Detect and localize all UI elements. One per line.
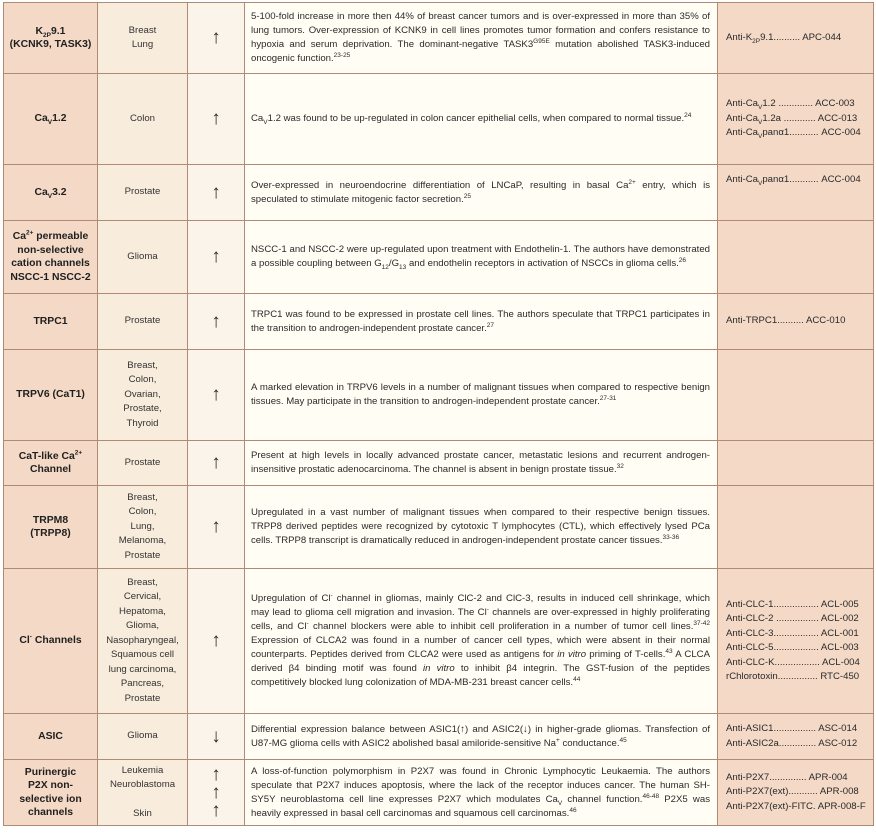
expression-description: Upregulation of Cl- channel in gliomas, mainly ClC-2 and ClC-3, results in induced cell shrinkage, which may lead to glioma cell migration and invasion. The Cl- channels are over-expressed in highly proliferating cells, and Cl- channel blockers were able to inhibit cell proliferation in a number of tumor cell lines.$^{37-42}$ Expression of CLCA2 was found in a number of cancer cell types, which were absent in their normal counterparts. Peptides derived from CLCA2 were used as antigens for in vitro priming of T-cells.$^{43}$ A CLCA derived β4 binding motif was found in vitro to inhibit β4 integrin. The GST-fusion of the peptides competitively blocked lung colonization of MDA-MB-231 breast cancer cells.$^{44}$ — [245, 569, 718, 714]
cancer-tissue: Prostate — [98, 294, 188, 350]
expression-description: A marked elevation in TRPV6 levels in a number of malignant tissues when compared to respective benign tissues. May participate in the transition to androgen-independent prostate cancer.$^{27-31}$ — [245, 350, 718, 441]
down-arrow-icon: ↓ — [188, 714, 245, 760]
expression-description: $Ca_V1.2$ was found to be up-regulated in colon cancer epithelial cells, when compared to normal tissue.$^{24}$ — [245, 74, 718, 165]
antibody-item: Anti-ASIC1................ ASC-014 — [726, 723, 858, 734]
expression-description: Differential expression balance between ASIC1(↑) and ASIC2(↓) in higher-grade gliomas. Transfection of U87-MG glioma cells with ASIC2 abolished basal amiloride-sensitive Na+ conductance.$^{45}$ — [245, 714, 718, 760]
channel-name: $Ca_V1.2$ — [4, 74, 98, 165]
channel-name: TRPM8 (TRPP8) — [4, 486, 98, 569]
antibody-item: rChlorotoxin............... RTC-450 — [726, 671, 860, 682]
table-row — [4, 569, 874, 714]
cancer-tissue: Breast, Colon, Ovarian, Prostate, Thyroid — [98, 350, 188, 441]
antibody-list — [718, 486, 874, 569]
antibody-item: Anti-CLC-2 ................ ACL-002 — [726, 613, 859, 624]
table-row — [4, 350, 874, 441]
table-row — [4, 221, 874, 294]
cancer-tissue: Colon — [98, 74, 188, 165]
table-row — [4, 74, 874, 165]
expression-description: Over-expressed in neuroendocrine differentiation of LNCaP, resulting in basal $Ca^{2+}$ entry, which is speculated to stimulate mitogenic factor secretion.$^{25}$ — [245, 165, 718, 221]
up-arrow-icon: ↑ — [188, 221, 245, 294]
cancer-tissue: Breast Lung — [98, 3, 188, 74]
antibody-item: Anti-$Ca_Vpan\alpha 1$........... ACC-004 — [726, 174, 861, 187]
cancer-tissue: Breast, Colon, Lung, Melanoma, Prostate — [98, 486, 188, 569]
table-row — [4, 165, 874, 221]
antibody-item: Anti-CLC-K................. ACL-004 — [726, 656, 860, 668]
antibody-list — [718, 760, 874, 826]
antibody-list — [718, 441, 874, 486]
cancer-tissue: Glioma — [98, 221, 188, 294]
antibody-list — [718, 569, 874, 714]
up-arrow-icon: ↑ — [188, 350, 245, 441]
up-arrow-icon: ↑ ↑ ↑ — [188, 760, 245, 826]
antibody-item: Anti-CLC-5................. ACL-003 — [726, 642, 859, 653]
table-row — [4, 3, 874, 74]
channel-name: $Ca^{2+}$ permeable non-selective cation channels NSCC-1 NSCC-2 — [4, 221, 98, 294]
antibody-list — [718, 165, 874, 221]
up-arrow-icon: ↑ — [188, 441, 245, 486]
antibody-list — [718, 294, 874, 350]
up-arrow-icon: ↑ — [188, 74, 245, 165]
expression-description: 5-100-fold increase in more then 44% of breast cancer tumors and is over-expressed in more than 35% of lung tumors. Over-expression of KCNK9 in cell lines promotes tumor formation and confers resistance to hypoxia and serum deprivation. The dominant-negative $TASK3^{G95E}$ mutation abolished TASK3-induced oncogenic function.$^{23-25}$ — [245, 3, 718, 74]
table-row — [4, 486, 874, 569]
up-arrow-icon: ↑ — [188, 294, 245, 350]
cancer-tissue: Prostate — [98, 441, 188, 486]
table-row — [4, 714, 874, 760]
channel-name: TRPC1 — [4, 294, 98, 350]
table-row — [4, 441, 874, 486]
table-row — [4, 760, 874, 826]
antibody-list — [718, 74, 874, 165]
up-arrow-icon: ↑ — [188, 3, 245, 74]
cancer-tissue: Glioma — [98, 714, 188, 760]
ion-channel-cancer-table — [3, 2, 874, 826]
antibody-item: Anti-CLC-1................. ACL-005 — [726, 598, 859, 610]
antibody-item: Anti-$Ca_V1.2$ ............. ACC-003 — [726, 98, 855, 112]
channel-name: TRPV6 (CaT1) — [4, 350, 98, 441]
channel-name: CaT-like $Ca^{2+}$ Channel — [4, 441, 98, 486]
antibody-item: Anti-$Ca_Vpan\alpha 1$........... ACC-004 — [726, 127, 861, 141]
antibody-list — [718, 714, 874, 760]
expression-description: NSCC-1 and NSCC-2 were up-regulated upon treatment with Endothelin-1. The authors have demonstrated a possible coupling between $G_{12}/G_{13}$ and endothelin receptors in activation of NSCCs in glioma cells.$^{26}$ — [245, 221, 718, 294]
expression-description: Upregulated in a vast number of malignant tissues when compared to their respective benign tissues. TRPP8 derived peptides were recognized by cytotoxic T lymphocytes (CTL), which effectively lysed PCa cells. TRPP8 transcript is dramatically reduced in androgen-independent prostate cancer tissues.$^{33-36}$ — [245, 486, 718, 569]
antibody-item: Anti-P2X7(ext)........... APR-008 — [726, 786, 859, 798]
antibody-item: Anti-TRPC1.......... ACC-010 — [726, 315, 846, 327]
cancer-tissue: Breast, Cervical, Hepatoma, Glioma, Nasopharyngeal, Squamous cell lung carcinoma, Pancreas, Prostate — [98, 569, 188, 714]
up-arrow-icon: ↑ — [188, 569, 245, 714]
expression-description: TRPC1 was found to be expressed in prostate cell lines. The authors speculate that TRPC1 participates in the transition to androgen-independent prostate cancer.$^{27}$ — [245, 294, 718, 350]
channel-name: Purinergic P2X non- selective ion channels — [4, 760, 98, 826]
channel-name: ASIC — [4, 714, 98, 760]
antibody-item: Anti-$Ca_V1.2a$ ............ ACC-013 — [726, 112, 858, 126]
antibody-item: Anti-$K_{2P}9.1$.......... APC-044 — [726, 31, 842, 45]
channel-name: Cl- Channels — [4, 569, 98, 714]
up-arrow-icon: ↑ — [188, 486, 245, 569]
antibody-item: Anti-P2X7(ext)-FITC. APR-008-F — [726, 800, 866, 812]
antibody-list — [718, 3, 874, 74]
cancer-tissue: Leukemia Neuroblastoma Skin — [98, 760, 188, 826]
channel-name: $Ca_V3.2$ — [4, 165, 98, 221]
antibody-list — [718, 221, 874, 294]
expression-description: A loss-of-function polymorphism in P2X7 was found in Chronic Lymphocytic Leukaemia. The authors speculate that P2X7 induces apoptosis, where the lack of the receptor induces cancer. The human SH-SY5Y neuroblastoma cell line expresses P2X7 which modulates $Ca_V$ channel function.$^{46-48}$ P2X5 was heavily expressed in basal cell carcinomas and squamous cell carcinomas.$^{46}$ — [245, 760, 718, 826]
table-row — [4, 294, 874, 350]
channel-name: $K_{2P}9.1$ (KCNK9, TASK3) — [4, 3, 98, 74]
antibody-list — [718, 350, 874, 441]
expression-description: Present at high levels in locally advanced prostate cancer, metastatic lesions and recurrent androgen-insensitive prostatic adenocarcinoma. The channel is absent in benign prostate tissue.$^{32}$ — [245, 441, 718, 486]
cancer-tissue: Prostate — [98, 165, 188, 221]
antibody-item: Anti-CLC-3................. ACL-001 — [726, 627, 859, 639]
antibody-item: Anti-P2X7.............. APR-004 — [726, 771, 848, 783]
antibody-item: Anti-ASIC2a.............. ASC-012 — [726, 737, 858, 749]
up-arrow-icon: ↑ — [188, 165, 245, 221]
table-body — [4, 3, 874, 826]
